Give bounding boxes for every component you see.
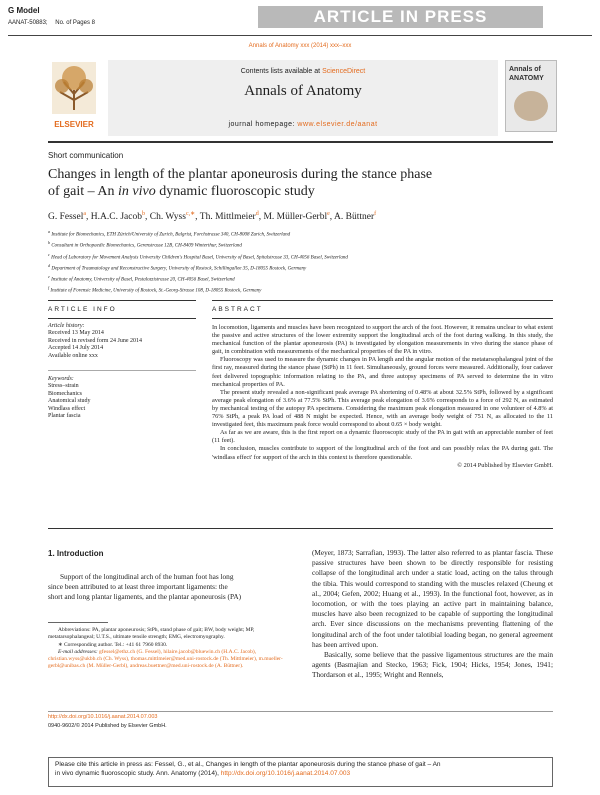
- intro-left-text: [48, 572, 289, 603]
- journal-homepage: [108, 121, 498, 128]
- abstract-paragraph: As far as we are aware, this is the first report on a dynamic fluoroscopic study of the PA in gait with an appreciable number of feet (11 feet).: [212, 429, 553, 445]
- author-sup[interactable]: b: [142, 211, 145, 217]
- email-block: [48, 649, 289, 671]
- cite-line-1: Please cite this article in press as: Fessel, G., et al., Changes in length of the plantar aponeurosis during the stance phase of gait – An: [55, 761, 441, 768]
- cite-this-article-box: [48, 757, 553, 787]
- section-type: Short communication: [48, 151, 124, 160]
- intro-line: short and long plantar ligaments, and the plantar aponeurosis (PA): [48, 592, 242, 602]
- intro-right-text: [312, 548, 553, 681]
- info-rule-right: [212, 300, 553, 301]
- homepage-link[interactable]: www.elsevier.de/aanat: [297, 121, 378, 128]
- author-sup[interactable]: a: [83, 211, 87, 217]
- history-item: Accepted 14 July 2014: [48, 345, 104, 352]
- author-sup[interactable]: d: [255, 211, 259, 217]
- cite-doi-link[interactable]: http://dx.doi.org/10.1016/j.aanat.2014.07.003: [220, 770, 351, 777]
- footnotes: [48, 627, 289, 671]
- intro-right-paragraph-2: Basically, some believe that the passive ligamentous structures are the main agents (Basmajian and Stecko, 1963; Fick, 1904; Hicks, 1954; Jones, 1941; Thordarson et al., 1995; Wright and Rennels,: [312, 650, 553, 680]
- history-label: Article history:: [48, 323, 85, 329]
- affiliation: $^a$ Institute for Biomechanics, ETH Zürich/University of Zurich, Balgrist, Forchstrasse 340, CH-8008 Zurich, Switzerland: [48, 229, 291, 238]
- abstract-body: [212, 324, 553, 470]
- title-part-b: dynamic fluoroscopic study: [155, 184, 315, 199]
- intro-line: since been attributed to at least three important ligaments: the: [48, 582, 228, 592]
- article-history: [48, 323, 198, 360]
- article-code-text: AANAT-50883;: [8, 20, 48, 26]
- article-code: [8, 20, 95, 26]
- page-count: No. of Pages 8: [55, 20, 95, 26]
- title-part-a: of gait – An: [48, 184, 118, 199]
- title-line-1: Changes in length of the plantar aponeurosis during the stance phase: [48, 167, 433, 182]
- title-part-em: in vivo: [118, 184, 156, 199]
- author: Th. Mittlmeier$^d$,: [199, 211, 264, 223]
- doi-rule: [48, 711, 553, 712]
- article-title: [48, 166, 553, 200]
- email-list[interactable]: gfessel@ethz.ch (G. Fessel), hilaire.jacob@bluewin.ch (H.A.C. Jacob), christian.wyss@ukbb.ch (Ch. Wyss), thomas.mittlmeier@med.uni-rostock.de (Th. Mittlmeier), m.mueller-gerbl@unibas.ch (M. Müller-Gerbl), andreas.buettner@med.uni-rostock.de (A. Büttner).: [48, 648, 283, 670]
- article-info-heading: ARTICLE INFO: [48, 306, 117, 313]
- keyword: Windlass effect: [48, 405, 86, 412]
- article-in-press-banner: ARTICLE IN PRESS: [258, 6, 543, 28]
- elsevier-logo: [48, 60, 100, 132]
- author: A. Büttner$^f$: [334, 211, 377, 223]
- footnote-rule: [48, 622, 108, 623]
- abstract-heading: ABSTRACT: [212, 306, 263, 313]
- abstract-paragraph: In conclusion, muscles contribute to support of the longitudinal arch of the foot and can possibly relax the PA during gait. The 'windlass effect' for support of the arch in this context is therefore questionable.: [212, 445, 553, 461]
- homepage-prefix: journal homepage:: [228, 121, 298, 128]
- keywords-rule: [48, 370, 196, 371]
- email-label: E-mail addresses:: [58, 648, 100, 655]
- journal-cover: [505, 60, 557, 132]
- info-rule-left: [48, 300, 196, 301]
- journal-citation[interactable]: Annals of Anatomy xxx (2014) xxx–xxx: [248, 43, 352, 49]
- keyword: Stress–strain: [48, 383, 79, 390]
- intro-right-paragraph: (Meyer, 1873; Sarrafian, 1993). The latter also referred to as plantar fascia. These passive structures have been shown to be directly responsible for resisting collapse of the longitudinal arch under a static load, acting on the talus through the tibia. This would correspond to standing with the muscles relaxed (Cheung et al., 2004; Gefen, 2002; Huang et al., 1993). In the functional foot, however, as in locomotion, or with the toes playing an active part in maintaining balance, muscles have also been recognized to be capable of supporting the longitudinal arch. Ever since discussions on the mechanisms preventing flattening of the longitudinal arch of the foot under talotibial loading began, no general agreement has been arrived upon.: [312, 548, 553, 649]
- elsevier-wordmark: ELSEVIER: [54, 120, 94, 129]
- abstract-paragraph: In locomotion, ligaments and muscles have been recognized to support the arch of the foot. However, it remains unclear to what extent the passive and active structures of the lower extremity support the longitudinal arch of the foot during walking. In this study, the mechanical function of the plantar aponeurosis (PA) is investigated by elongation measurements in vivo during the stance phase of gait, in combination with measurements of the mechanical properties of the PA in vitro.: [212, 324, 553, 356]
- abstract-paragraph: Fluoroscopy was used to measure the dynamic changes in PA length and the angular motion of the metatarsophalangeal joint of the first ray, measured during the stance phase (StPh) in 11 feet. Simultaneously, ground forces were measured. Additionally, four cadaver feet delivered topographic information relating to the PA, and three autopsy specimens of PA served to determine the in vitro mechanical properties of PA.: [212, 356, 553, 388]
- issn-line: 0940-9602/© 2014 Published by Elsevier GmbH.: [48, 723, 167, 729]
- info-rule-right-2: [212, 318, 553, 319]
- history-item: Received 13 May 2014: [48, 330, 104, 337]
- author-sup[interactable]: c,∗: [185, 211, 196, 217]
- keywords: [48, 376, 198, 420]
- author: M. Müller-Gerbl$^e$,: [263, 211, 335, 223]
- abbreviations: Abbreviations: PA, plantar aponeurosis; StPh, stand phase of gait; BW, body weight; MP, metatarsophalangeal; U.T.S., ultimate tensile strength; EMG, electromyography.: [48, 627, 255, 641]
- affiliation: $^f$ Institute of Forensic Medicine, University of Rostock, St.-Georg-Strasse 108, D-18055 Rostock, Germany: [48, 285, 262, 294]
- abstract-paragraph: The present study revealed a non-significant peak average PA shortening of 0.48% at about 32.5% StPh, followed by a significant average peak elongation of 3.6% at 77.5% StPh. This average peak elongation of 3.6% corresponds to a force of 292 N, as estimated by mechanical testing of the autopsy PA specimens. Considering the maximum peak elongation measured in one volunteer of 4.8% at 76% StPh, a peak PA load of 488 N might be expected. Hence, with an average body weight of 751 N, as allocated to the 11 investigated feet, this maximum peak force would correspond to about 0.65 × body weight.: [212, 388, 553, 429]
- cover-title: Annals of ANATOMY: [509, 66, 544, 82]
- cite-line-2: in vivo dynamic fluoroscopic study. Ann. Anatomy (2014), http://dx.doi.org/10.1016/j.aanat.2014.07.003: [55, 770, 351, 777]
- author-sup[interactable]: f: [374, 211, 377, 217]
- doi-link[interactable]: http://dx.doi.org/10.1016/j.aanat.2014.07.003: [48, 714, 158, 720]
- author: G. Fessel$^a$,: [48, 211, 91, 223]
- journal-title: Annals of Anatomy: [244, 83, 362, 99]
- header-rule: [48, 141, 553, 143]
- sciencedirect-link[interactable]: ScienceDirect: [322, 68, 366, 75]
- author-sup[interactable]: e: [327, 211, 330, 217]
- history-item: Available online xxx: [48, 352, 98, 359]
- keywords-label: Keywords:: [48, 376, 74, 382]
- history-item: Received in revised form 24 June 2014: [48, 337, 142, 344]
- contents-line: [108, 68, 498, 75]
- info-rule-left-2: [48, 318, 196, 319]
- contents-prefix: Contents lists available at: [240, 68, 323, 75]
- title-line-2: [48, 183, 553, 200]
- affiliation: $^b$ Consultant in Orthopaedic Biomechanics, Gerenstrasse 12B, CH-8409 Winterthur, Switzerland: [48, 240, 242, 249]
- affiliation: $^d$ Department of Traumatology and Reconstructive Surgery, University of Rostock, Schillingallee 35, D-18055 Rostock, Germany: [48, 262, 307, 272]
- top-rule: [8, 35, 592, 36]
- affiliation: $^e$ Institute of Anatomy, University of Basel, Pestalozzistrasse 20, CH-4056 Basel, Switzerland: [48, 274, 235, 283]
- affiliations: [48, 228, 553, 296]
- affiliation: $^c$ Head of Laboratory for Movement Analysis University Children's Hospital Basel, University of Basel, Spitalstrasse 33, CH-4056 Basel, Switzerland: [48, 251, 348, 261]
- intro-heading: 1. Introduction: [48, 549, 104, 558]
- copyright: © 2014 Published by Elsevier GmbH.: [457, 461, 553, 469]
- author: H.A.C. Jacob$^b$,: [90, 211, 150, 223]
- author: Ch. Wyss$^{c,∗}$,: [149, 211, 200, 223]
- corresponding-author: ∗ Corresponding author. Tel.: +41 61 7960 8930.: [58, 641, 168, 648]
- keyword: Biomechanics: [48, 390, 82, 397]
- g-model-label: G Model: [8, 6, 40, 15]
- cover-graphic: [514, 91, 548, 121]
- keyword: Anatomical study: [48, 398, 91, 405]
- abstract-bottom-rule: [48, 528, 553, 529]
- author-list: [48, 210, 376, 222]
- keyword: Plantar fascia: [48, 413, 81, 420]
- intro-line: Support of the longitudinal arch of the human foot has long: [60, 572, 234, 581]
